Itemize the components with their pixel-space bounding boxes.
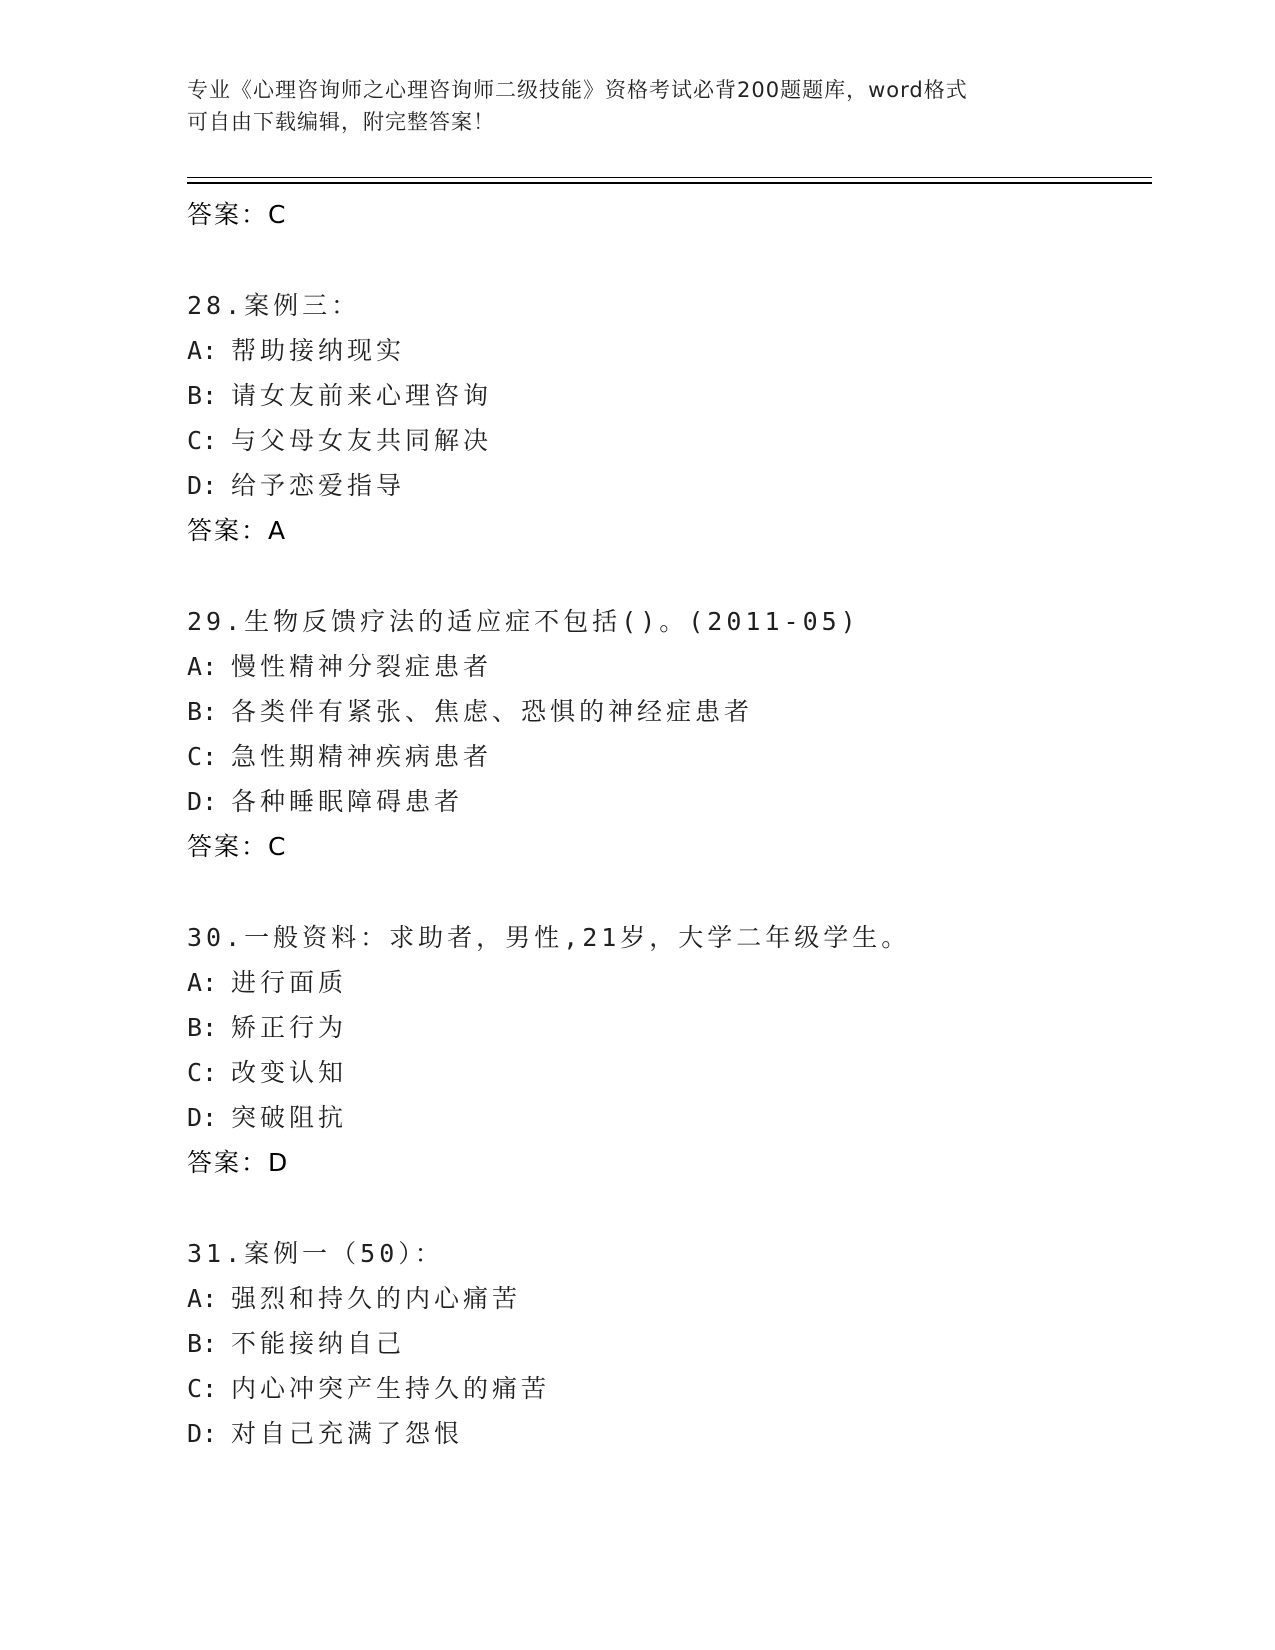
document-header xyxy=(187,74,1087,138)
option-letter: D: xyxy=(187,471,218,500)
option-text: 对自己充满了怨恨 xyxy=(231,1419,464,1448)
option-letter: C: xyxy=(187,426,218,455)
option-a xyxy=(187,1276,1147,1321)
option-text: 与父母女友共同解决 xyxy=(231,426,493,455)
question-text: 31.案例一（50）： xyxy=(187,1239,444,1268)
option-text: 慢性精神分裂症患者 xyxy=(231,652,493,681)
question-text: 28.案例三： xyxy=(187,291,361,320)
question-block xyxy=(187,283,1147,553)
option-b xyxy=(187,1321,1147,1366)
option-d xyxy=(187,779,1147,824)
header-divider-thin xyxy=(187,177,1152,178)
option-letter: D: xyxy=(187,1103,218,1132)
option-text: 突破阻抗 xyxy=(231,1103,348,1132)
header-line-2: 可自由下载编辑，附完整答案！ xyxy=(187,110,495,134)
option-b xyxy=(187,373,1147,418)
option-letter: A: xyxy=(187,968,218,997)
answer-line: 答案：C xyxy=(187,832,288,861)
option-c xyxy=(187,1050,1147,1095)
answer-line: 答案：C xyxy=(187,200,288,229)
option-d xyxy=(187,1095,1147,1140)
option-c xyxy=(187,734,1147,779)
option-letter: C: xyxy=(187,742,218,771)
option-text: 各种睡眠障碍患者 xyxy=(231,787,464,816)
answer-line: 答案：A xyxy=(187,516,288,545)
option-text: 强烈和持久的内心痛苦 xyxy=(231,1284,522,1313)
option-letter: C: xyxy=(187,1058,218,1087)
option-text: 内心冲突产生持久的痛苦 xyxy=(231,1374,551,1403)
question-block xyxy=(187,599,1147,869)
option-b xyxy=(187,1005,1147,1050)
option-text: 改变认知 xyxy=(231,1058,348,1087)
option-text: 矫正行为 xyxy=(231,1013,348,1042)
option-a xyxy=(187,644,1147,689)
header-line-1: 专业《心理咨询师之心理咨询师二级技能》资格考试必背200题题库，word格式 xyxy=(187,78,968,102)
option-d xyxy=(187,463,1147,508)
option-c xyxy=(187,1366,1147,1411)
answer-line: 答案：D xyxy=(187,1148,290,1177)
option-a xyxy=(187,960,1147,1005)
option-letter: D: xyxy=(187,1419,218,1448)
option-letter: C: xyxy=(187,1374,218,1403)
question-text: 29.生物反馈疗法的适应症不包括()。(2011-05) xyxy=(187,607,860,636)
option-a xyxy=(187,328,1147,373)
option-d xyxy=(187,1411,1147,1456)
question-block xyxy=(187,1231,1147,1456)
option-b xyxy=(187,689,1147,734)
question-block xyxy=(187,915,1147,1185)
question-text: 30.一般资料：求助者，男性,21岁，大学二年级学生。 xyxy=(187,923,911,952)
option-letter: D: xyxy=(187,787,218,816)
option-letter: A: xyxy=(187,652,218,681)
option-text: 不能接纳自己 xyxy=(231,1329,406,1358)
option-letter: B: xyxy=(187,1329,218,1358)
option-text: 帮助接纳现实 xyxy=(231,336,406,365)
header-divider-thick xyxy=(187,182,1152,184)
option-text: 请女友前来心理咨询 xyxy=(231,381,493,410)
option-text: 进行面质 xyxy=(231,968,348,997)
option-letter: A: xyxy=(187,1284,218,1313)
option-letter: B: xyxy=(187,381,218,410)
option-c xyxy=(187,418,1147,463)
option-letter: A: xyxy=(187,336,218,365)
option-letter: B: xyxy=(187,697,218,726)
option-text: 急性期精神疾病患者 xyxy=(231,742,493,771)
option-text: 给予恋爱指导 xyxy=(231,471,406,500)
option-text: 各类伴有紧张、焦虑、恐惧的神经症患者 xyxy=(231,697,754,726)
question-list xyxy=(187,192,1147,1456)
option-letter: B: xyxy=(187,1013,218,1042)
